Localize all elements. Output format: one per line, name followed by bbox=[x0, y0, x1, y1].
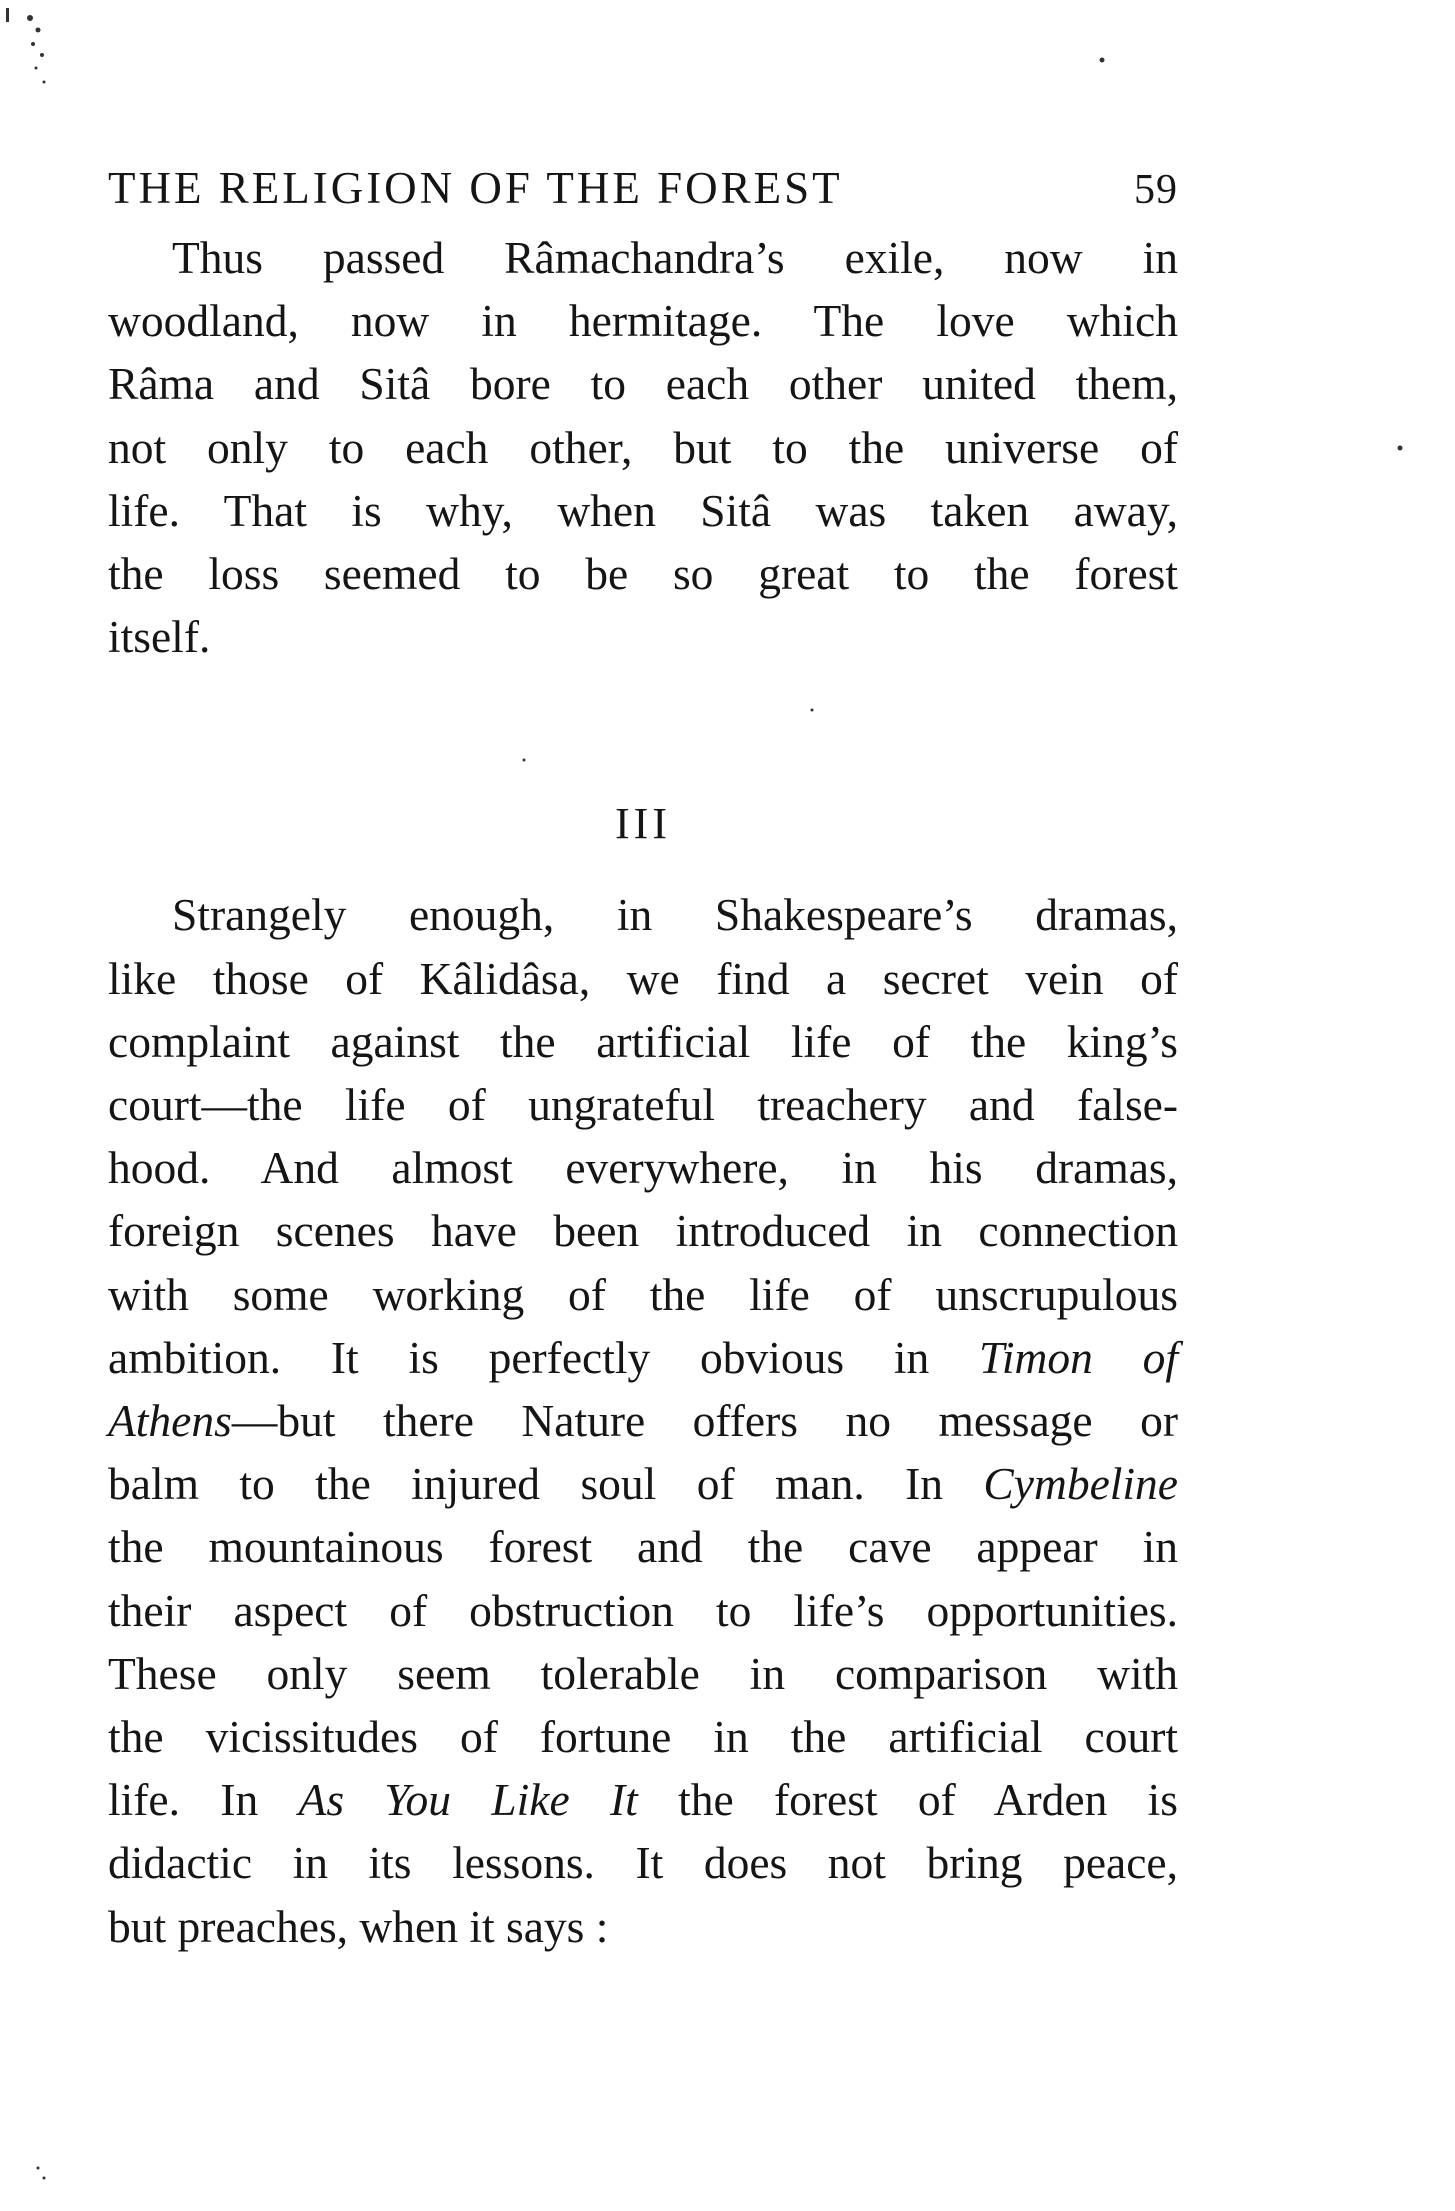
paragraph-2 bbox=[108, 883, 1178, 1957]
work-title-as-you-like-it: As You Like It bbox=[298, 1774, 638, 1826]
page-number: 59 bbox=[1134, 167, 1178, 213]
text-line: foreign scenes have been introduced in connection bbox=[108, 1205, 1178, 1257]
text-line: didactic in its lessons. It does not bring peace, bbox=[108, 1837, 1178, 1889]
text-line: the vicissitudes of fortune in the artificial court bbox=[108, 1711, 1178, 1763]
text-line: court—the life of ungrateful treachery and false- bbox=[108, 1079, 1178, 1131]
text-run: —but there Nature offers no message or bbox=[231, 1395, 1178, 1447]
text-line: but preaches, when it says : bbox=[108, 1900, 609, 1952]
paragraph-1 bbox=[108, 226, 1178, 668]
text-line: their aspect of obstruction to life’s opportunities. bbox=[108, 1584, 1178, 1636]
text-line: the mountainous forest and the cave appear in bbox=[108, 1521, 1178, 1573]
work-title-cymbeline: Cymbeline bbox=[983, 1458, 1178, 1510]
work-title-athens: Athens bbox=[108, 1395, 232, 1447]
text-line bbox=[108, 1326, 1178, 1389]
text-line: with some working of the life of unscrupulous bbox=[108, 1268, 1178, 1320]
text-run: the forest of Arden is bbox=[637, 1774, 1178, 1826]
text-line: complaint against the artificial life of the king’s bbox=[108, 1015, 1178, 1067]
running-title: THE RELIGION OF THE FOREST bbox=[108, 163, 843, 213]
section-number: III bbox=[615, 799, 671, 849]
text-line: woodland, now in hermitage. The love which bbox=[108, 295, 1178, 347]
text-line: These only seem tolerable in comparison with bbox=[108, 1647, 1178, 1699]
text-line: the loss seemed to be so great to the forest bbox=[108, 548, 1178, 600]
text-line: like those of Kâlidâsa, we find a secret vein of bbox=[108, 952, 1178, 1004]
text-line bbox=[108, 1452, 1178, 1515]
work-title-timon: Timon of bbox=[979, 1331, 1178, 1383]
text-line bbox=[108, 1389, 1178, 1452]
text-run: life. In bbox=[108, 1774, 299, 1826]
text-line: Strangely enough, in Shakespeare’s dramas, bbox=[172, 889, 1178, 941]
text-run: ambition. It is perfectly obvious in bbox=[108, 1331, 980, 1383]
text-run: balm to the injured soul of man. In bbox=[108, 1458, 984, 1510]
text-line: Râma and Sitâ bore to each other united them, bbox=[108, 358, 1178, 410]
running-head bbox=[108, 150, 1178, 226]
text-line: hood. And almost everywhere, in his dramas, bbox=[108, 1142, 1178, 1194]
text-line: Thus passed Râmachandra’s exile, now in bbox=[172, 232, 1178, 283]
text-line: itself. bbox=[108, 611, 211, 663]
book-page bbox=[108, 150, 1178, 1958]
text-line: life. That is why, when Sitâ was taken away, bbox=[108, 484, 1178, 536]
text-line bbox=[108, 1768, 1178, 1831]
text-line: not only to each other, but to the universe of bbox=[108, 421, 1178, 473]
